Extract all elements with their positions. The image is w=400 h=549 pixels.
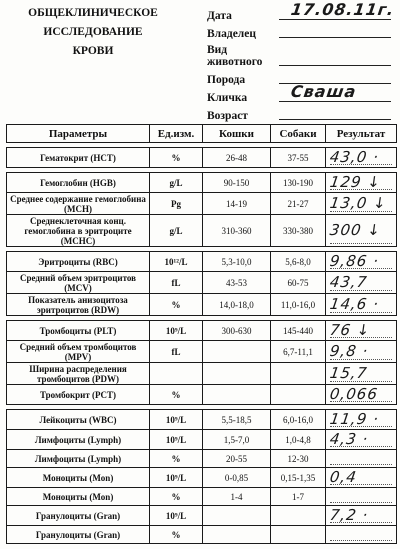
result-cell bbox=[326, 215, 397, 247]
unit-cell: Pg bbox=[150, 193, 203, 215]
param-cell: Гранулоциты (Gran) bbox=[7, 526, 150, 544]
dogs-range-cell: 60-75 bbox=[271, 272, 326, 294]
cats-range-cell bbox=[203, 363, 271, 385]
unit-cell: fL bbox=[150, 272, 203, 294]
info-label: Возраст bbox=[207, 110, 248, 122]
result-cell bbox=[326, 410, 397, 430]
param-cell: Моноциты (Mon) bbox=[7, 488, 150, 506]
dogs-range-cell: 6,0-16,0 bbox=[271, 410, 326, 430]
unit-cell: 10⁹/L bbox=[150, 321, 203, 341]
param-cell: Показатель анизоцитоза эритроцитов (RDW) bbox=[7, 294, 150, 316]
unit-cell: fL bbox=[150, 341, 203, 363]
handwritten-result: 14,6 · bbox=[328, 295, 381, 313]
handwritten-result: 0,066 bbox=[328, 385, 380, 403]
document-title bbox=[8, 4, 178, 61]
unit-cell: % bbox=[150, 450, 203, 468]
table-row bbox=[7, 173, 397, 193]
dogs-range-cell: 1,0-4,8 bbox=[271, 430, 326, 450]
dogs-range-cell: 6,7-11,1 bbox=[271, 341, 326, 363]
cats-range-cell bbox=[203, 341, 271, 363]
result-cell bbox=[326, 363, 397, 385]
result-cell bbox=[326, 148, 397, 168]
cats-range-cell: 5,5-18,5 bbox=[203, 410, 271, 430]
param-cell: Ширина распределения тромбоцитов (PDW) bbox=[7, 363, 150, 385]
cats-range-cell: 300-630 bbox=[203, 321, 271, 341]
param-cell: Лимфоциты (Lymph) bbox=[7, 450, 150, 468]
result-cell bbox=[326, 506, 397, 526]
patient-info bbox=[207, 0, 396, 122]
cats-range-cell: 1,5-7,0 bbox=[203, 430, 271, 450]
dogs-range-cell: 0,15-1,35 bbox=[271, 468, 326, 488]
cats-range-cell: 0-0,85 bbox=[203, 468, 271, 488]
result-cell bbox=[326, 526, 397, 544]
handwritten-result: 11,9 · bbox=[328, 410, 381, 428]
cats-range-cell: 26-48 bbox=[203, 148, 271, 168]
title-line-2: ИССЛЕДОВАНИЕ bbox=[43, 26, 143, 38]
result-cell bbox=[326, 321, 397, 341]
cats-range-cell: 5,3-10,0 bbox=[203, 252, 271, 272]
param-cell: Средний объем эритроцитов (MCV) bbox=[7, 272, 150, 294]
info-label: Вид животного bbox=[207, 44, 263, 68]
table-row bbox=[7, 506, 397, 526]
table-row bbox=[7, 294, 397, 316]
dogs-range-cell: 5,6-8,0 bbox=[271, 252, 326, 272]
result-cell bbox=[326, 341, 397, 363]
dogs-range-cell: 11,0-16,0 bbox=[271, 294, 326, 316]
info-row-date bbox=[207, 0, 396, 22]
handwritten-result: 15,7 bbox=[328, 364, 369, 382]
unit-cell: % bbox=[150, 488, 203, 506]
table-row bbox=[7, 410, 397, 430]
info-label: Порода bbox=[207, 74, 246, 86]
cats-range-cell: 14,0-18,0 bbox=[203, 294, 271, 316]
result-cell bbox=[326, 272, 397, 294]
info-row-species bbox=[207, 40, 395, 68]
param-cell: Гранулоциты (Gran) bbox=[7, 506, 150, 526]
dogs-range-cell: 21-27 bbox=[271, 193, 326, 215]
header-cats: Кошки bbox=[203, 125, 271, 143]
title-line-1: ОБЩЕКЛИНИЧЕСКОЕ bbox=[28, 7, 158, 19]
param-cell: Гематокрит (HCT) bbox=[7, 148, 150, 168]
unit-cell bbox=[150, 363, 203, 385]
results-table bbox=[6, 124, 397, 544]
header-result: Результат bbox=[326, 125, 397, 143]
table-row bbox=[7, 321, 397, 341]
result-cell bbox=[326, 450, 397, 468]
table-row bbox=[7, 363, 397, 385]
dogs-range-cell: 37-55 bbox=[271, 148, 326, 168]
unit-cell: 10⁹/L bbox=[150, 410, 203, 430]
param-cell: Тромбокрит (PCT) bbox=[7, 385, 150, 405]
info-label: Владелец bbox=[207, 28, 256, 40]
param-cell: Лимфоциты (Lymph) bbox=[7, 430, 150, 450]
param-cell: Среднее содержание гемоглобина (MCH) bbox=[7, 193, 150, 215]
result-cell bbox=[326, 173, 397, 193]
dogs-range-cell: 130-190 bbox=[271, 173, 326, 193]
handwritten-result: 76 ↓ bbox=[328, 321, 372, 339]
pet-name-value: Сваша bbox=[289, 82, 358, 101]
cats-range-cell: 90-150 bbox=[203, 173, 271, 193]
unit-cell: 10⁹/L bbox=[150, 506, 203, 526]
dogs-range-cell: 145-440 bbox=[271, 321, 326, 341]
table-row bbox=[7, 341, 397, 363]
cats-range-cell: 43-53 bbox=[203, 272, 271, 294]
param-cell: Среднеклеточная конц. гемоглобина в эритроците (MCHC) bbox=[7, 215, 150, 247]
table-row bbox=[7, 252, 397, 272]
result-cell bbox=[326, 488, 397, 506]
date-value: 17.08.11г. bbox=[289, 0, 396, 19]
cats-range-cell: 14-19 bbox=[203, 193, 271, 215]
handwritten-result: 0,4 bbox=[328, 468, 359, 486]
result-cell bbox=[326, 294, 397, 316]
param-cell: Средний объем тромбоцитов (MPV) bbox=[7, 341, 150, 363]
cats-range-cell: 310-360 bbox=[203, 215, 271, 247]
table-header-row bbox=[7, 125, 397, 143]
handwritten-result: 7,2 · bbox=[328, 506, 370, 524]
table-row bbox=[7, 215, 397, 247]
result-cell bbox=[326, 193, 397, 215]
dogs-range-cell bbox=[271, 506, 326, 526]
title-line-3: КРОВИ bbox=[72, 45, 114, 57]
header-dogs: Собаки bbox=[271, 125, 326, 143]
dogs-range-cell: 12-30 bbox=[271, 450, 326, 468]
handwritten-result: 13,0 ↓ bbox=[328, 194, 389, 212]
unit-cell: % bbox=[150, 148, 203, 168]
handwritten-result: 4,3 · bbox=[328, 430, 370, 448]
table-row bbox=[7, 385, 397, 405]
result-cell bbox=[326, 468, 397, 488]
table-row bbox=[7, 430, 397, 450]
cats-range-cell bbox=[203, 526, 271, 544]
table-row bbox=[7, 488, 397, 506]
cats-range-cell: 1-4 bbox=[203, 488, 271, 506]
param-cell: Лейкоциты (WBC) bbox=[7, 410, 150, 430]
table-row bbox=[7, 193, 397, 215]
info-label: Кличка bbox=[207, 92, 248, 104]
unit-cell: 10⁹/L bbox=[150, 468, 203, 488]
info-row-age bbox=[207, 104, 395, 122]
table-row bbox=[7, 148, 397, 168]
param-cell: Гемоглобин (HGB) bbox=[7, 173, 150, 193]
result-cell bbox=[326, 385, 397, 405]
dogs-range-cell: 330-380 bbox=[271, 215, 326, 247]
dogs-range-cell bbox=[271, 526, 326, 544]
dogs-range-cell bbox=[271, 363, 326, 385]
info-row-owner bbox=[207, 22, 395, 40]
unit-cell: 10⁹/L bbox=[150, 430, 203, 450]
handwritten-result: 9,8 · bbox=[328, 342, 370, 360]
param-cell: Тромбоциты (PLT) bbox=[7, 321, 150, 341]
header-params: Параметры bbox=[7, 125, 150, 143]
table-row bbox=[7, 450, 397, 468]
table-row bbox=[7, 272, 397, 294]
table-row bbox=[7, 468, 397, 488]
unit-cell: % bbox=[150, 526, 203, 544]
table-row bbox=[7, 526, 397, 544]
param-cell: Эритроциты (RBC) bbox=[7, 252, 150, 272]
handwritten-result: 43,0 · bbox=[328, 148, 381, 166]
cats-range-cell bbox=[203, 385, 271, 405]
unit-cell: g/L bbox=[150, 173, 203, 193]
cats-range-cell: 20-55 bbox=[203, 450, 271, 468]
handwritten-result: 129 ↓ bbox=[328, 173, 383, 191]
info-row-name bbox=[207, 82, 395, 104]
result-cell bbox=[326, 430, 397, 450]
unit-cell: g/L bbox=[150, 215, 203, 247]
unit-cell: % bbox=[150, 294, 203, 316]
dogs-range-cell: 1-7 bbox=[271, 488, 326, 506]
cats-range-cell bbox=[203, 506, 271, 526]
handwritten-result: 300 ↓ bbox=[328, 221, 383, 239]
unit-cell: 10¹²/L bbox=[150, 252, 203, 272]
result-cell bbox=[326, 252, 397, 272]
info-label: Дата bbox=[207, 10, 232, 22]
header-unit: Ед.изм. bbox=[150, 125, 203, 143]
unit-cell: % bbox=[150, 385, 203, 405]
param-cell: Моноциты (Mon) bbox=[7, 468, 150, 488]
dogs-range-cell bbox=[271, 385, 326, 405]
handwritten-result: 9,86 · bbox=[328, 252, 381, 270]
handwritten-result: 43,7 bbox=[328, 273, 369, 291]
